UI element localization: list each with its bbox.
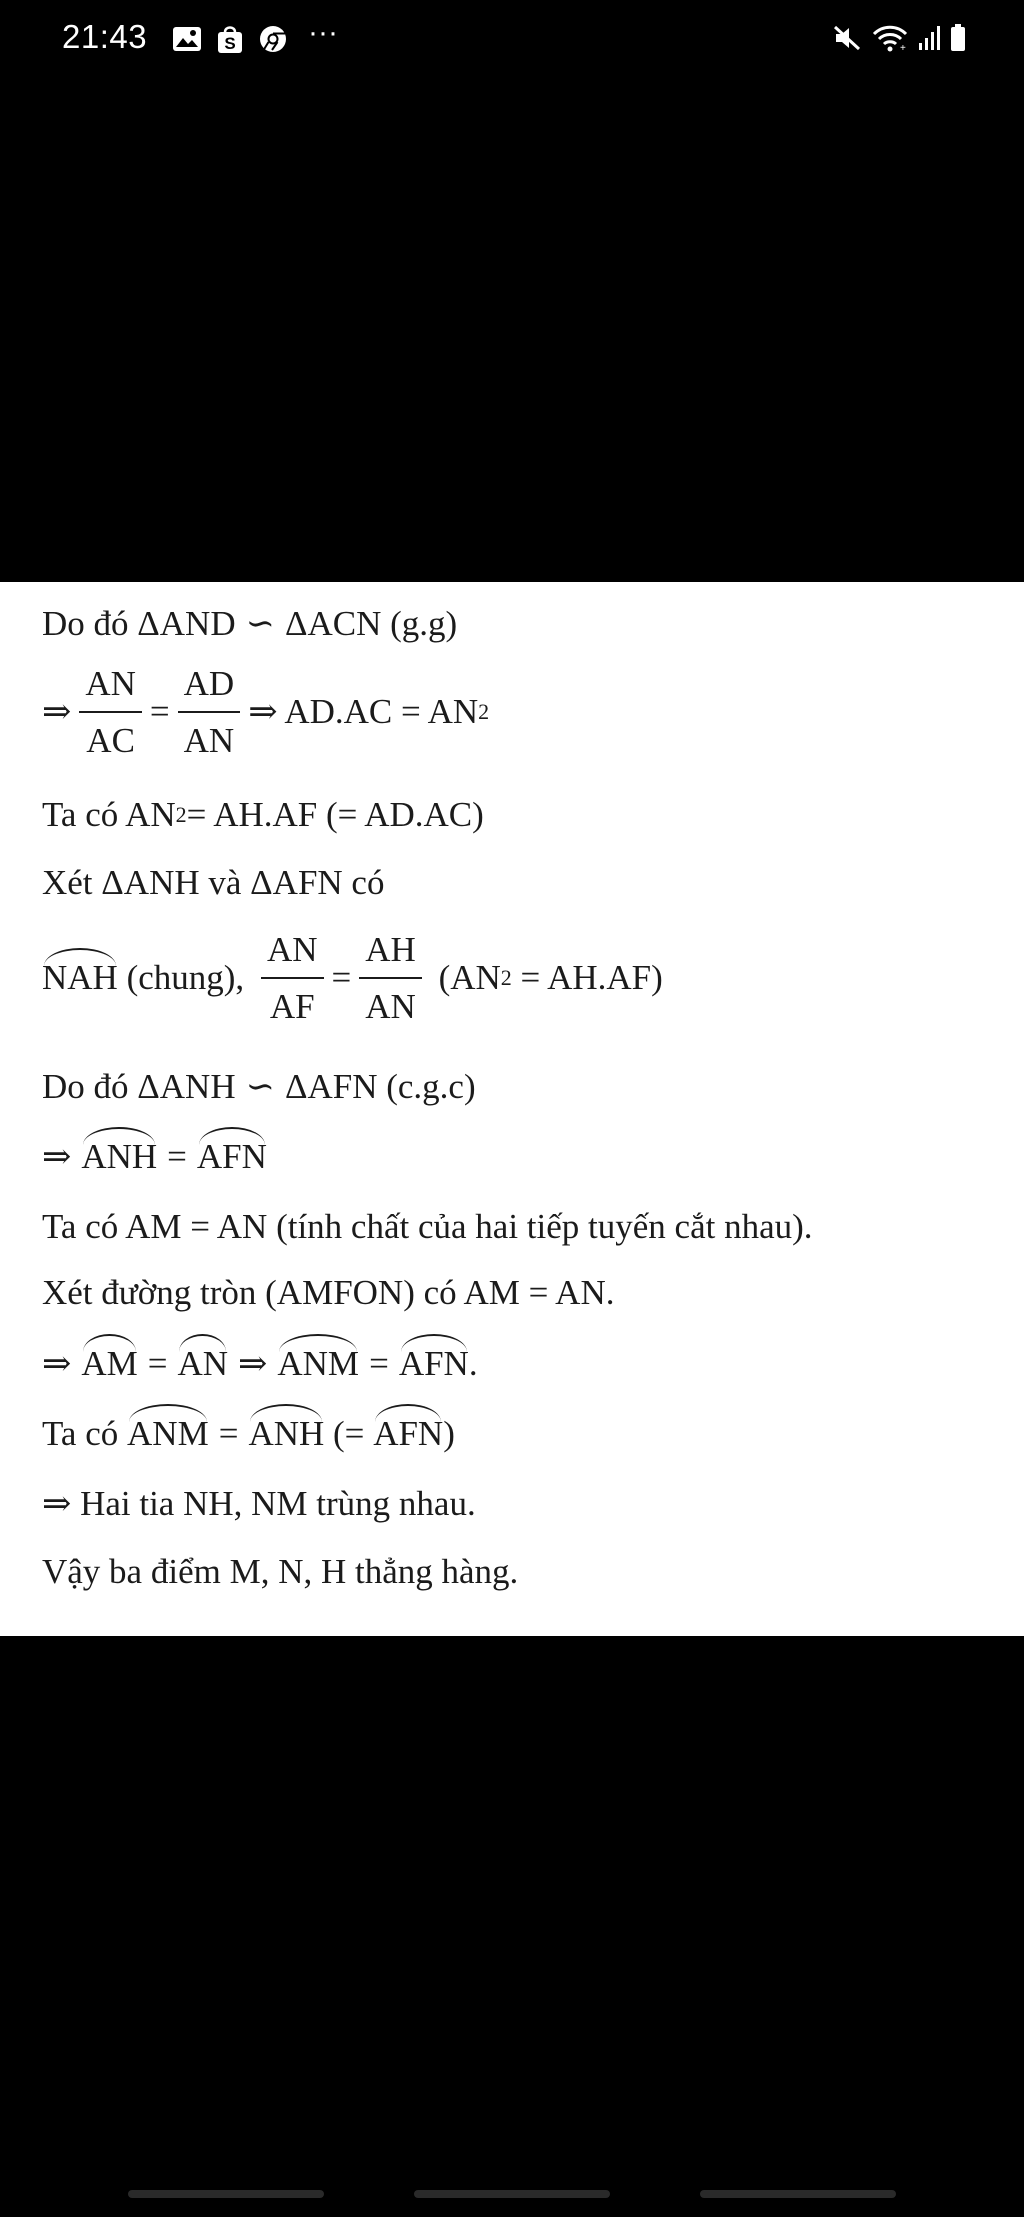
svg-text:S: S (224, 34, 236, 53)
implies-symbol: ⇒ (238, 1344, 268, 1383)
implies-symbol: ⇒ (42, 1137, 72, 1176)
text: ) (443, 1414, 455, 1453)
equals-symbol: = (331, 958, 352, 997)
text: Vậy ba điểm M, N, H thẳng hàng. (42, 1552, 519, 1591)
denominator: AF (269, 987, 315, 1026)
angle-symbol: ANH (81, 1137, 158, 1176)
proof-line-7 (42, 1137, 267, 1177)
chrome-icon (258, 24, 288, 54)
angle-symbol: AFN (398, 1344, 469, 1383)
fraction (178, 666, 241, 758)
proof-line-1 (42, 604, 457, 644)
text: Do đó ΔANH (42, 1067, 236, 1106)
text: (= (324, 1414, 374, 1453)
image-icon (172, 26, 202, 52)
similar-symbol: ∽ (245, 604, 275, 643)
text: Xét đường tròn (AMFON) có AM = AN. (42, 1273, 615, 1312)
arc-symbol: AM (81, 1344, 138, 1383)
proof-image (0, 582, 1024, 1636)
wifi-icon (872, 24, 908, 52)
system-icons (832, 24, 966, 52)
svg-text:+: + (900, 43, 906, 52)
arc-symbol: AN (177, 1344, 229, 1383)
equals-symbol: = (147, 1344, 168, 1383)
equals-symbol: = (149, 692, 170, 731)
denominator: AN (183, 721, 235, 760)
angle-symbol: ANH (248, 1414, 325, 1453)
angle-symbol: AFN (196, 1137, 267, 1176)
mute-icon (832, 24, 862, 52)
proof-line-3 (42, 795, 484, 835)
text: ΔACN (g.g) (284, 604, 458, 643)
text: = AH.AF (= AD.AC) (186, 795, 484, 834)
proof-line-13 (42, 1552, 518, 1592)
proof-line-2 (42, 666, 489, 758)
equals-symbol: = (218, 1414, 239, 1453)
text: . (468, 1344, 478, 1383)
shopee-bag-icon (216, 24, 244, 54)
denominator: AC (86, 721, 135, 760)
proof-line-11 (42, 1414, 455, 1454)
angle-symbol: NAH (42, 958, 118, 997)
exponent: 2 (500, 965, 512, 990)
numerator: AN (261, 932, 324, 979)
equals-symbol: = (167, 1137, 187, 1176)
more-dots-icon: ··· (308, 16, 338, 49)
text: (chung), (117, 958, 253, 997)
text: Ta có (42, 1414, 128, 1453)
proof-line-4 (42, 863, 384, 903)
fraction (359, 932, 422, 1024)
equals-symbol: = (369, 1344, 389, 1383)
signal-icon (918, 25, 940, 51)
numerator: AD (178, 666, 241, 713)
denominator: AN (365, 987, 416, 1026)
angle-symbol: ANM (127, 1414, 209, 1453)
text: (AN (429, 958, 501, 997)
proof-line-6 (42, 1067, 476, 1107)
notification-icons (172, 16, 338, 54)
implies-symbol: ⇒ (42, 1344, 72, 1383)
proof-line-12 (42, 1484, 476, 1524)
battery-icon (950, 24, 966, 52)
proof-line-10 (42, 1344, 478, 1384)
text: Ta có AM = AN (tính chất của hai tiếp tuyến cắt nhau). (42, 1207, 813, 1246)
navigation-bar (0, 2190, 1024, 2202)
fraction (261, 932, 324, 1024)
numerator: AH (359, 932, 422, 979)
exponent: 2 (175, 802, 187, 827)
exponent: 2 (478, 699, 490, 724)
similar-symbol: ∽ (245, 1067, 275, 1106)
text: Ta có AN (42, 795, 176, 834)
fraction (79, 666, 142, 758)
angle-symbol: ANM (277, 1344, 360, 1383)
nav-back-button[interactable] (700, 2190, 896, 2198)
proof-line-8 (42, 1207, 813, 1247)
text: Xét ΔANH và ΔAFN có (42, 863, 385, 902)
proof-line-9 (42, 1273, 614, 1313)
text: ⇒ AD.AC = AN (248, 692, 479, 731)
angle-symbol: AFN (373, 1414, 444, 1453)
status-bar (0, 0, 1024, 80)
text: ⇒ Hai tia NH, NM trùng nhau. (42, 1484, 476, 1523)
nav-recents-button[interactable] (128, 2190, 324, 2198)
text: = AH.AF) (511, 958, 663, 997)
status-time: 21:43 (62, 18, 148, 55)
numerator: AN (79, 666, 142, 713)
implies-symbol: ⇒ (42, 692, 72, 731)
proof-line-5 (42, 932, 663, 1024)
text: ΔAFN (c.g.c) (284, 1067, 476, 1106)
nav-home-button[interactable] (414, 2190, 610, 2198)
text: Do đó ΔAND (42, 604, 236, 643)
